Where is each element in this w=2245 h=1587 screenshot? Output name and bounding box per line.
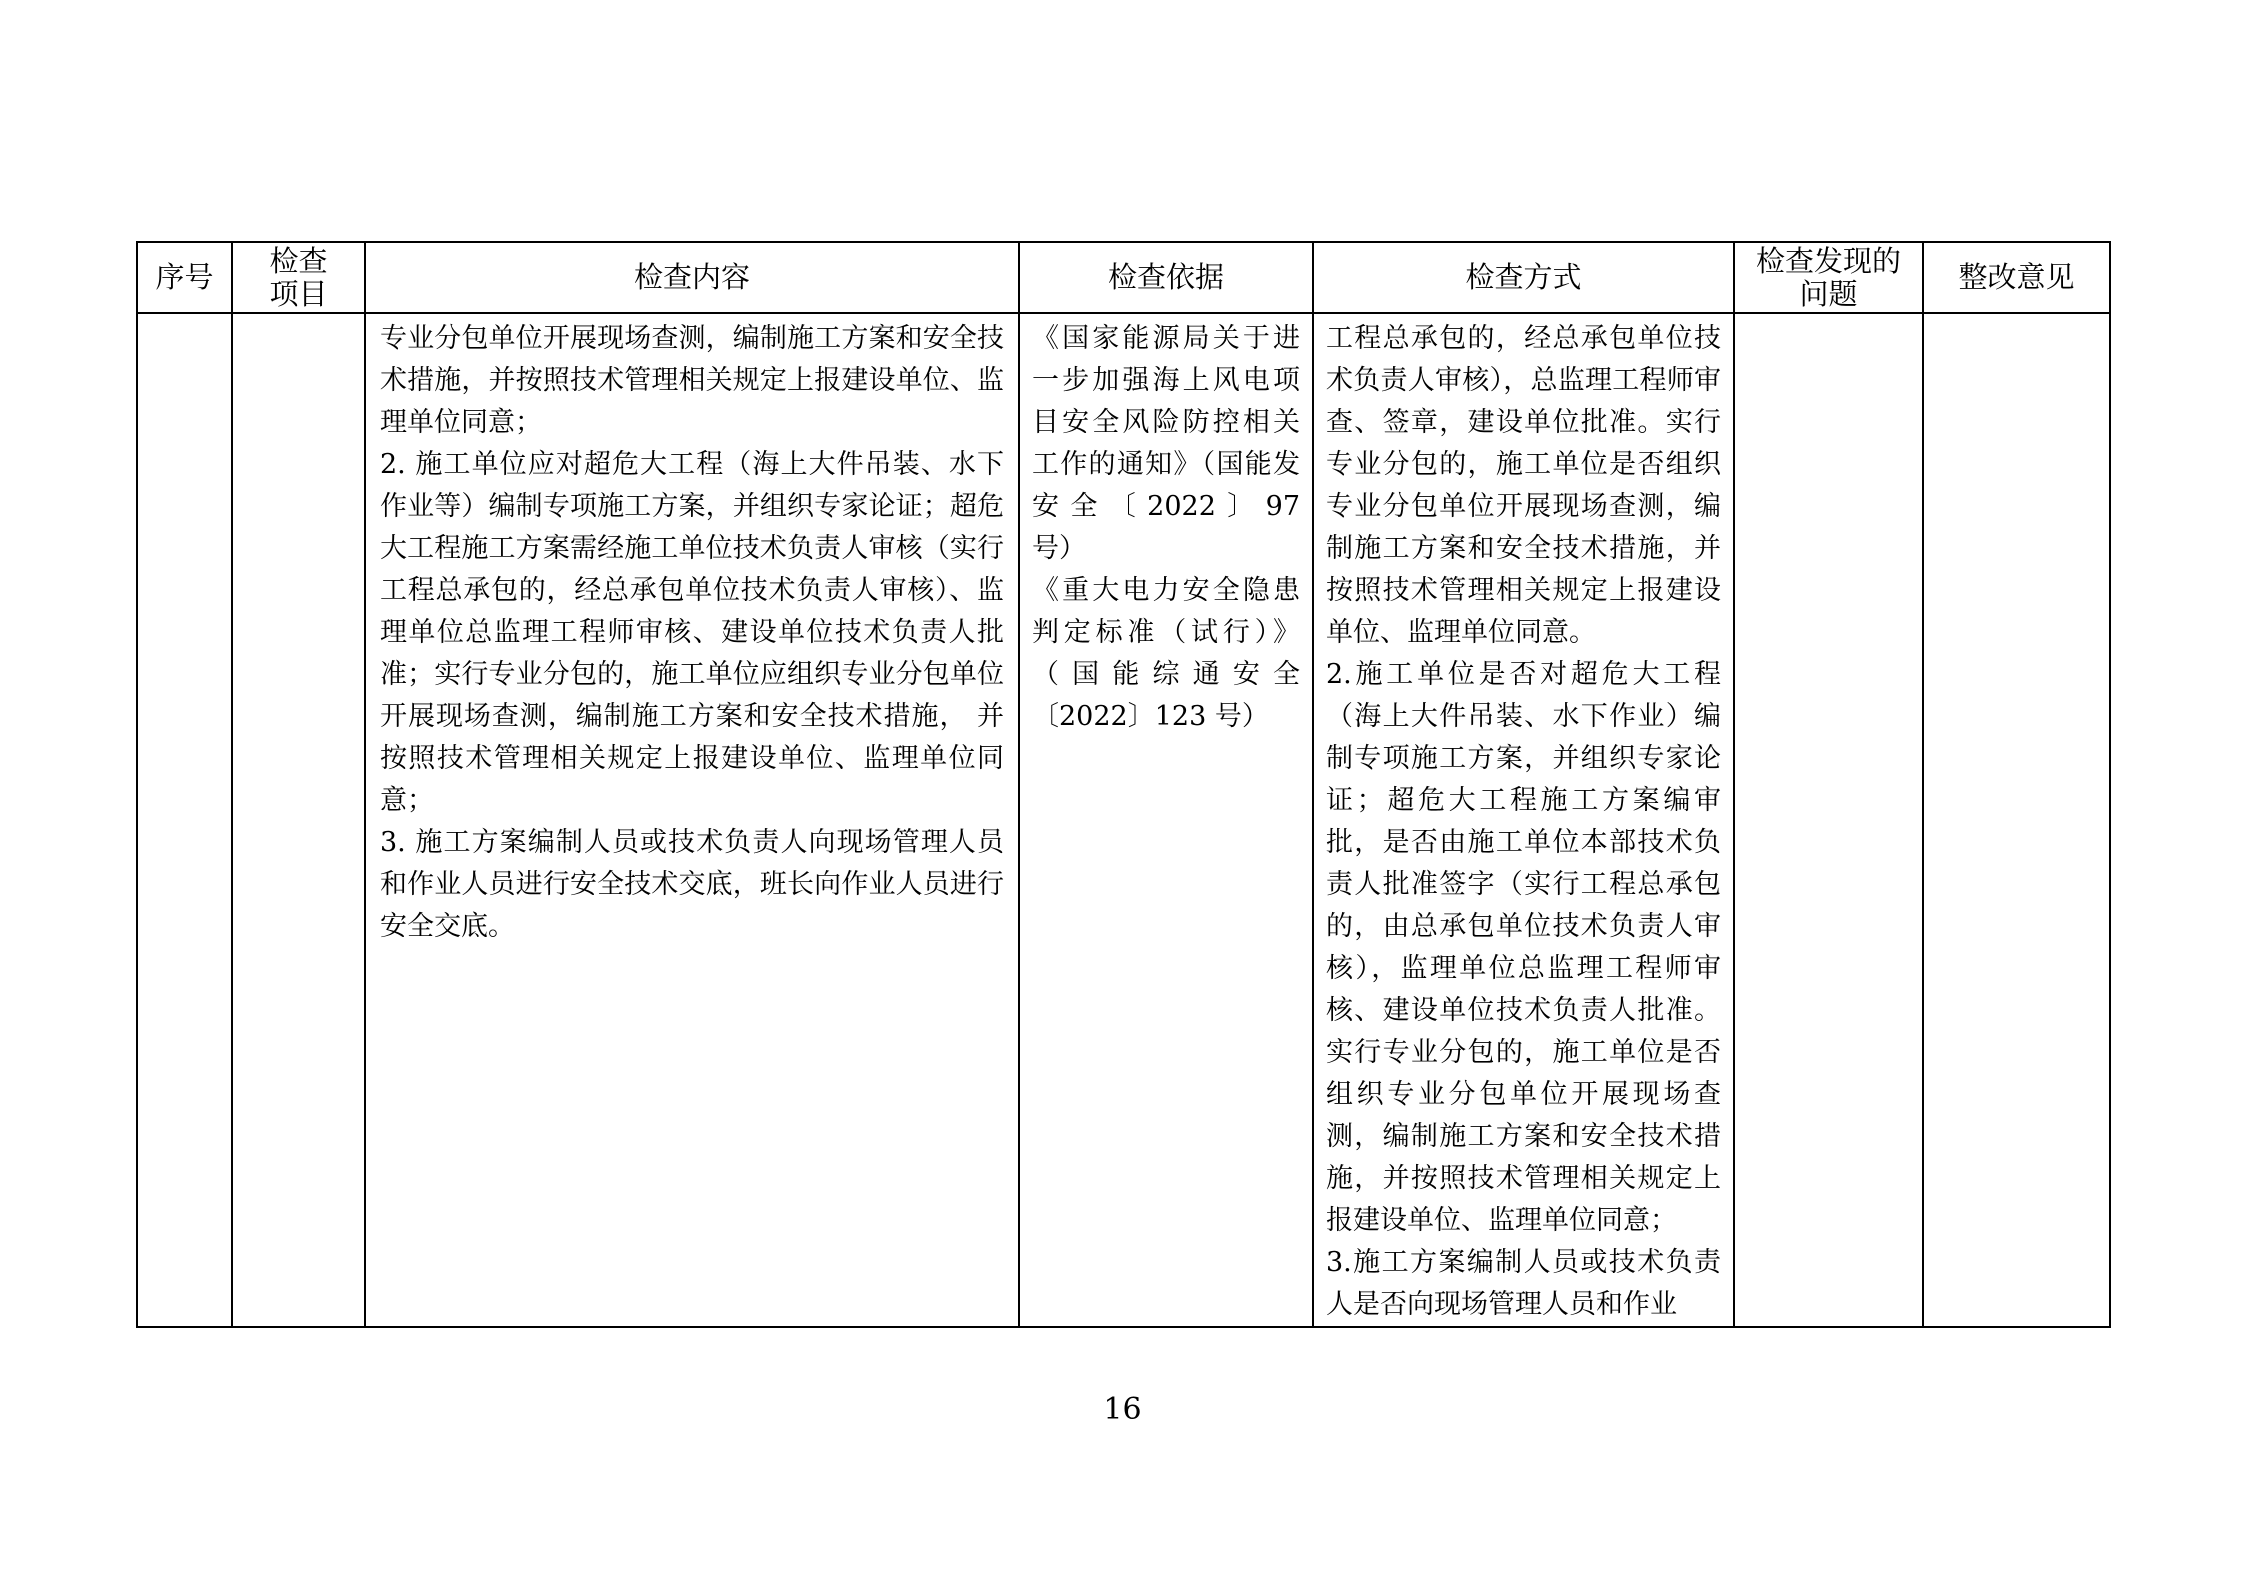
header-seq: 序号 <box>137 242 232 313</box>
table-row <box>137 313 2110 1327</box>
basis-text: 《国家能源局关于进一步加强海上风电项目安全风险防控相关工作的通知》（国能发安全〔2022〕97 号） 《重大电力安全隐患判定标准（试行）》（国能综通安全〔2022〕123 号） <box>1032 323 1300 732</box>
header-row <box>137 242 2110 313</box>
content-text: 专业分包单位开展现场查测，编制施工方案和安全技术措施，并按照技术管理相关规定上报建设单位、监理单位同意； 2. 施工单位应对超危大工程（海上大件吊装、水下作业等）编制专项施工方案，并组织专家论证；超危大工程施工方案需经施工单位技术负责人审核（实行工程总承包的，经总承包单位技术负责人审核）、监理单位总监理工程师审核、建设单位技术负责人批准；实行专业分包的，施工单位应组织专业分包单位开展现场查测，编制施工方案和安全技术措施， 并按照技术管理相关规定上报建设单位、监理单位同意； 3. 施工方案编制人员或技术负责人向现场管理人员和作业人员进行安全技术交底，班长向作业人员进行安全交底。 <box>380 323 1004 942</box>
cell-rectification <box>1923 313 2110 1327</box>
cell-basis <box>1019 313 1313 1327</box>
header-findings: 检查发现的 问题 <box>1734 242 1923 313</box>
header-rectification: 整改意见 <box>1923 242 2110 313</box>
table-header <box>137 242 2110 313</box>
cell-findings <box>1734 313 1923 1327</box>
header-method: 检查方式 <box>1313 242 1734 313</box>
method-text: 工程总承包的，经总承包单位技术负责人审核），总监理工程师审查、签章，建设单位批准。实行专业分包的，施工单位是否组织专业分包单位开展现场查测，编制施工方案和安全技术措施，并按照技术管理相关规定上报建设单位、监理单位同意。 2.施工单位是否对超危大工程（海上大件吊装、水下作业）编制专项施工方案，并组织专家论证；超危大工程施工方案编审批，是否由施工单位本部技术负责人批准签字（实行工程总承包的，由总承包单位技术负责人审核），监理单位总监理工程师审核、建设单位技术负责人批准。实行专业分包的，施工单位是否组织专业分包单位开展现场查测，编制施工方案和安全技术措施，并按照技术管理相关规定上报建设单位、监理单位同意； 3.施工方案编制人员或技术负责人是否向现场管理人员和作业 <box>1326 323 1721 1320</box>
cell-item <box>232 313 365 1327</box>
cell-content <box>365 313 1019 1327</box>
cell-seq <box>137 313 232 1327</box>
inspection-table <box>136 241 2111 1328</box>
cell-method <box>1313 313 1734 1327</box>
header-basis: 检查依据 <box>1019 242 1313 313</box>
header-content: 检查内容 <box>365 242 1019 313</box>
page-number: 16 <box>1103 1392 1142 1427</box>
header-item: 检查 项目 <box>232 242 365 313</box>
